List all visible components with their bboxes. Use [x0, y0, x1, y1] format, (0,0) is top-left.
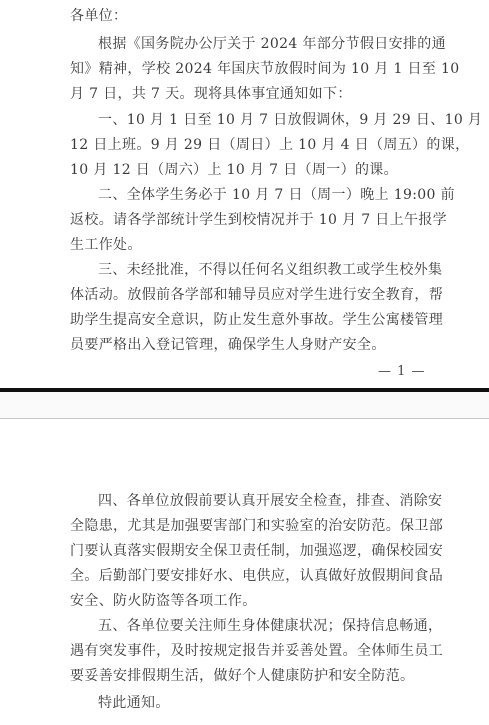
body-line: 知》精神，学校 2024 年国庆节放假时间为 10 月 1 日至 10 — [70, 61, 460, 77]
document-page-2 — [0, 419, 489, 725]
closing-line: 特此通知。 — [98, 695, 170, 711]
body-line: 遇有突发事件，及时按规定报告并妥善处置。全体师生员工 — [70, 643, 444, 659]
page-break — [0, 388, 489, 419]
body-line: 一、10 月 1 日至 10 月 7 日放假调休，9 月 29 日、10 月 — [98, 112, 483, 128]
salutation: 各单位： — [70, 8, 128, 24]
body-line: 要妥善安排假期生活，做好个人健康防护和安全防范。 — [70, 668, 415, 684]
body-line: 返校。请各学部统计学生到校情况并于 10 月 7 日上午报学 — [70, 212, 448, 228]
body-line: 助学生提高安全意识，防止发生意外事故。学生公寓楼管理 — [70, 312, 444, 328]
body-line: 四、各单位放假前要认真开展安全检查，排查、消除安 — [98, 493, 443, 509]
body-line: 体活动。放假前各学部和辅导员应对学生进行安全教育，帮 — [70, 287, 444, 303]
body-line: 10 月 12 日（周六）上 10 月 7 日（周一）的课。 — [70, 162, 399, 178]
body-line: 门要认真落实假期安全保卫责任制，加强巡逻，确保校园安 — [70, 543, 444, 559]
body-line: 二、全体学生务必于 10 月 7 日（周一）晚上 19:00 前 — [98, 187, 455, 203]
body-line: 全。后勤部门要安排好水、电供应，认真做好放假期间食品 — [70, 568, 444, 584]
page-number: — 1 — — [378, 364, 426, 379]
body-line: 生工作处。 — [70, 237, 142, 253]
body-line: 12 日上班。9 月 29 日（周日）上 10 月 4 日（周五）的课， — [70, 137, 470, 153]
body-line: 安全、防火防盗等各项工作。 — [70, 593, 257, 609]
body-line: 五、各单位要关注师生身体健康状况；保持信息畅通， — [98, 618, 443, 634]
body-line: 月 7 日，共 7 天。现将具体事宜通知如下： — [70, 86, 352, 102]
page-break-bar — [0, 388, 489, 392]
body-line: 根据《国务院办公厅关于 2024 年部分节假日安排的通 — [98, 36, 446, 52]
body-line: 全隐患，尤其是加强要害部门和实验室的治安防范。保卫部 — [70, 518, 444, 534]
body-line: 员要严格出入登记管理，确保学生人身财产安全。 — [70, 337, 386, 353]
body-line: 三、未经批准，不得以任何名义组织教工或学生校外集 — [98, 262, 443, 278]
